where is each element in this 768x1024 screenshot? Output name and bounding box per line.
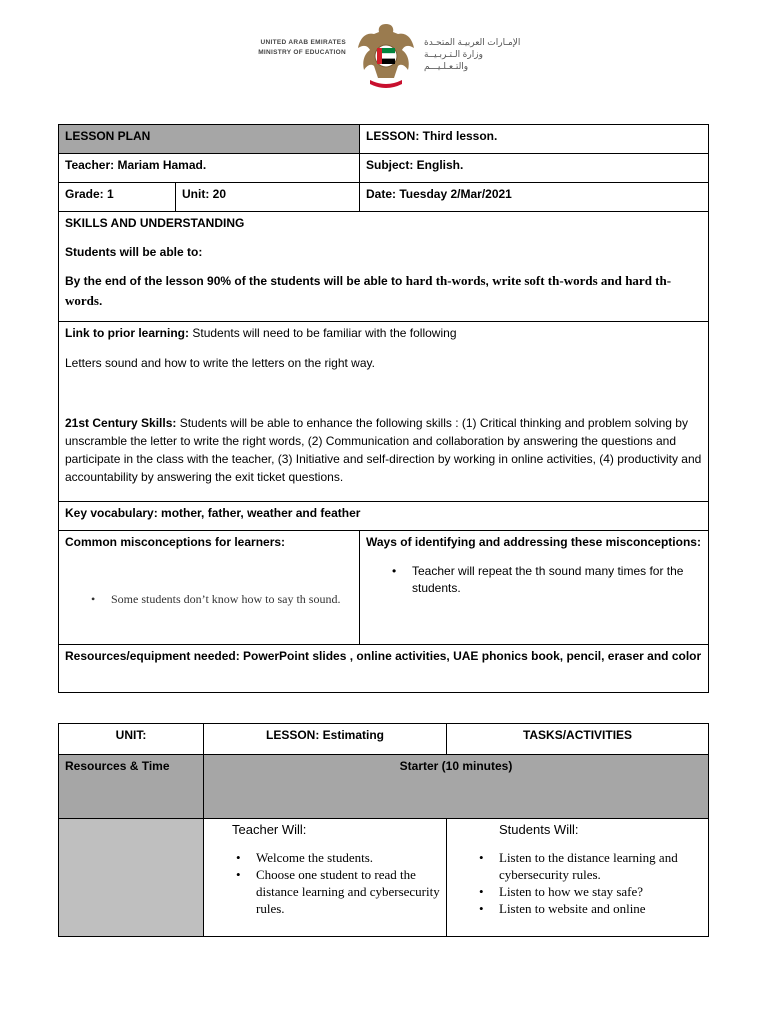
resources-time-cell xyxy=(59,819,204,937)
21st-century-skills xyxy=(65,414,702,486)
key-vocabulary: Key vocabulary: mother, father, weather and feather xyxy=(59,502,709,531)
starter-heading: Starter (10 minutes) xyxy=(204,755,709,819)
ministry-name-ar: وزارة الـتـربـيــة والتـعـلـيـــم xyxy=(424,49,483,71)
ministry-name-en: MINISTRY OF EDUCATION xyxy=(258,49,346,56)
resources-time: Resources & Time xyxy=(59,755,204,819)
misconceptions-cell xyxy=(59,531,360,645)
lesson-plan-label: LESSON PLAN xyxy=(59,125,360,154)
ministry-header xyxy=(0,18,768,90)
misconceptions-list xyxy=(65,591,353,608)
ways-heading: Ways of identifying and addressing these misconceptions: xyxy=(366,535,701,549)
prior-learning-label: Link to prior learning: xyxy=(65,326,190,340)
list-item xyxy=(65,591,353,608)
prior-learning-text: Students will need to be familiar with the following xyxy=(189,326,457,340)
21st-century-skills-label: 21st Century Skills: xyxy=(65,416,180,430)
lesson-title: LESSON: Third lesson. xyxy=(360,125,709,154)
students-will-cell xyxy=(447,819,709,937)
list-item xyxy=(210,866,440,917)
student-item-text: Listen to website and online xyxy=(499,901,646,916)
list-item xyxy=(453,849,702,883)
misconception-text: Some students don’t know how to say th sound. xyxy=(111,592,341,606)
list-item xyxy=(453,900,702,917)
lesson-objective xyxy=(65,271,702,311)
teacher-will-list xyxy=(210,849,440,917)
bullet-icon: • xyxy=(236,867,241,882)
grade: Grade: 1 xyxy=(59,183,176,212)
objective-hard-words-2: hard th-words xyxy=(65,273,672,308)
teacher-name: Teacher: Mariam Hamad. xyxy=(59,154,360,183)
prior-learning xyxy=(65,324,702,342)
students-will-heading: Students Will: xyxy=(499,822,579,837)
prior-learning-detail: Letters sound and how to write the letters on the right way. xyxy=(65,356,375,370)
ways-list xyxy=(366,563,702,597)
ways-text: Teacher will repeat the th sound many times for the students. xyxy=(412,564,684,595)
student-item-text: Listen to how we stay safe? xyxy=(499,884,644,899)
lesson-estimating: LESSON: Estimating xyxy=(204,724,447,755)
bullet-icon: • xyxy=(392,564,397,578)
list-item xyxy=(453,883,702,900)
skills-section xyxy=(59,212,709,322)
bullet-icon: • xyxy=(479,884,484,899)
objective-hard-words: hard th-words xyxy=(405,273,486,288)
prior-learning-section xyxy=(59,322,709,502)
teacher-will-heading: Teacher Will: xyxy=(232,822,307,837)
english-ministry-name xyxy=(248,38,346,58)
subject: Subject: English. xyxy=(360,154,709,183)
arabic-ministry-name xyxy=(424,36,524,72)
students-will-list xyxy=(453,849,702,917)
resources-needed: Resources/equipment needed: PowerPoint slides , online activities, UAE phonics book, pencil, eraser and color xyxy=(59,645,709,693)
bullet-icon: • xyxy=(479,850,484,865)
objective-end: . xyxy=(98,294,103,308)
bullet-icon: • xyxy=(91,592,96,606)
objective-comma: , xyxy=(485,274,493,288)
lesson-plan-table xyxy=(58,124,709,693)
uae-eagle-emblem-icon xyxy=(354,18,418,90)
21st-century-skills-text: Students will be able to enhance the following skills : (1) Critical thinking and problem solving by unscramble the letter to write the right words, (2) Communication and collaboration by answering the questions and participate in the class with the teacher, (3) Initiative and self-direction by working in online activities, (4) productivity and accountability by answering the exit ticket questions. xyxy=(65,416,702,484)
objective-prefix: By the end of the lesson 90% of the students will be able to xyxy=(65,274,406,288)
teacher-item-text: Choose one student to read the distance learning and cybersecurity rules. xyxy=(256,867,440,916)
teacher-will-cell xyxy=(204,819,447,937)
students-able: Students will be able to: xyxy=(65,245,203,259)
date: Date: Tuesday 2/Mar/2021 xyxy=(360,183,709,212)
bullet-icon: • xyxy=(236,850,241,865)
activities-table xyxy=(58,723,709,937)
tasks-activities-label: TASKS/ACTIVITIES xyxy=(447,724,709,755)
objective-soft-words: write soft th-words and xyxy=(492,273,622,288)
uae-name-ar: الإمـارات العربيـة المتحـدة xyxy=(424,37,521,47)
student-item-text: Listen to the distance learning and cybersecurity rules. xyxy=(499,850,678,882)
ways-cell xyxy=(360,531,709,645)
list-item xyxy=(210,849,440,866)
teacher-item-text: Welcome the students. xyxy=(256,850,374,865)
uae-name-en: UNITED ARAB EMIRATES xyxy=(260,39,346,46)
unit-label: UNIT: xyxy=(59,724,204,755)
bullet-icon: • xyxy=(479,901,484,916)
misconceptions-heading: Common misconceptions for learners: xyxy=(65,535,286,549)
list-item xyxy=(366,563,702,597)
skills-heading: SKILLS AND UNDERSTANDING xyxy=(65,216,245,230)
unit: Unit: 20 xyxy=(176,183,360,212)
